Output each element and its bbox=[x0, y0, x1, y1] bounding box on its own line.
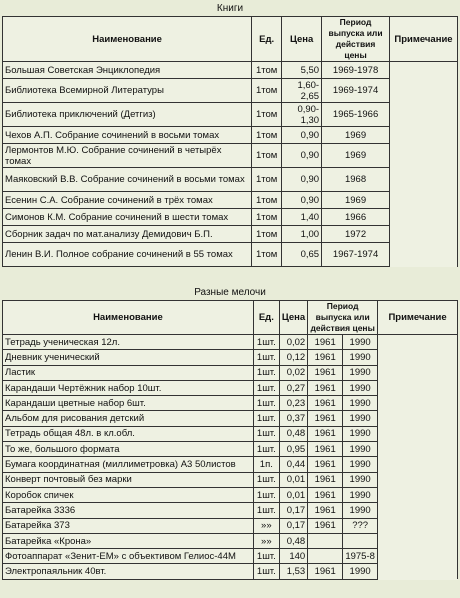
book-price-cell: 0,90-1,30 bbox=[282, 103, 322, 127]
misc-to-cell: 1990 bbox=[343, 365, 378, 380]
table-row bbox=[3, 209, 458, 226]
book-unit-cell: 1том bbox=[252, 226, 282, 243]
misc-unit-cell: 1шт. bbox=[253, 411, 279, 426]
misc-price-cell: 0,12 bbox=[279, 350, 307, 365]
misc-name-cell: Батарейка 373 bbox=[3, 518, 254, 533]
books-header-period: Период выпуска или действия цены bbox=[322, 17, 390, 62]
misc-unit-cell: 1шт. bbox=[253, 442, 279, 457]
misc-to-cell: 1990 bbox=[343, 380, 378, 395]
book-unit-cell: 1том bbox=[252, 79, 282, 103]
misc-price-cell: 0,17 bbox=[279, 518, 307, 533]
misc-name-cell: Альбом для рисования детский bbox=[3, 411, 254, 426]
book-name-cell: Есенин С.А. Собрание сочинений в трёх томах bbox=[3, 192, 252, 209]
book-name-cell: Ленин В.И. Полное собрание сочинений в 55 томах bbox=[3, 243, 252, 267]
book-price-cell: 0,90 bbox=[282, 192, 322, 209]
misc-price-cell: 0,01 bbox=[279, 487, 307, 502]
book-price-cell: 1,60-2,65 bbox=[282, 79, 322, 103]
book-price-cell: 1,40 bbox=[282, 209, 322, 226]
misc-from-cell: 1961 bbox=[308, 426, 343, 441]
misc-from-cell bbox=[308, 533, 343, 548]
book-name-cell: Чехов А.П. Собрание сочинений в восьми томах bbox=[3, 127, 252, 144]
book-price-cell: 5,50 bbox=[282, 62, 322, 79]
misc-price-cell: 140 bbox=[279, 549, 307, 564]
misc-name-cell: Тетрадь общая 48л. в кл.обл. bbox=[3, 426, 254, 441]
misc-name-cell: Дневник ученический bbox=[3, 350, 254, 365]
misc-from-cell: 1961 bbox=[308, 472, 343, 487]
misc-unit-cell: 1шт. bbox=[253, 426, 279, 441]
misc-note-cell bbox=[378, 503, 458, 518]
table-row bbox=[3, 168, 458, 192]
misc-header-price: Цена bbox=[279, 301, 307, 335]
table-row bbox=[3, 487, 458, 502]
table-row bbox=[3, 396, 458, 411]
table-row bbox=[3, 103, 458, 127]
table-row bbox=[3, 62, 458, 79]
misc-to-cell: 1990 bbox=[343, 564, 378, 579]
book-name-cell: Библиотека приключений (Детгиз) bbox=[3, 103, 252, 127]
misc-unit-cell: 1шт. bbox=[253, 487, 279, 502]
book-note-cell bbox=[389, 103, 457, 127]
book-price-cell: 1,00 bbox=[282, 226, 322, 243]
misc-from-cell: 1961 bbox=[308, 350, 343, 365]
book-period-cell: 1969 bbox=[322, 144, 390, 168]
misc-unit-cell: 1шт. bbox=[253, 549, 279, 564]
book-period-cell: 1967-1974 bbox=[322, 243, 390, 267]
table-row bbox=[3, 564, 458, 579]
misc-name-cell: То же, большого формата bbox=[3, 442, 254, 457]
misc-to-cell: 1990 bbox=[343, 487, 378, 502]
misc-price-cell: 0,02 bbox=[279, 365, 307, 380]
misc-from-cell: 1961 bbox=[308, 365, 343, 380]
misc-name-cell: Конверт почтовый без марки bbox=[3, 472, 254, 487]
book-unit-cell: 1том bbox=[252, 127, 282, 144]
misc-to-cell: 1990 bbox=[343, 503, 378, 518]
book-name-cell: Лермонтов М.Ю. Собрание сочинений в четырёх томах bbox=[3, 144, 252, 168]
misc-to-cell: 1990 bbox=[343, 442, 378, 457]
misc-name-cell: Электропаяльник 40вт. bbox=[3, 564, 254, 579]
misc-from-cell: 1961 bbox=[308, 518, 343, 533]
misc-to-cell: ??? bbox=[343, 518, 378, 533]
book-unit-cell: 1том bbox=[252, 192, 282, 209]
book-period-cell: 1969 bbox=[322, 192, 390, 209]
misc-to-cell: 1990 bbox=[343, 396, 378, 411]
books-header-price: Цена bbox=[282, 17, 322, 62]
misc-from-cell: 1961 bbox=[308, 411, 343, 426]
book-price-cell: 0,90 bbox=[282, 144, 322, 168]
misc-body bbox=[3, 335, 458, 580]
misc-name-cell: Карандаши цветные набор 6шт. bbox=[3, 396, 254, 411]
books-header-note: Примечание bbox=[389, 17, 457, 62]
books-caption: Книги bbox=[216, 3, 244, 14]
misc-price-cell: 1,53 bbox=[279, 564, 307, 579]
misc-note-cell bbox=[378, 549, 458, 564]
misc-unit-cell: 1п. bbox=[253, 457, 279, 472]
misc-unit-cell: 1шт. bbox=[253, 472, 279, 487]
misc-header-name: Наименование bbox=[3, 301, 254, 335]
misc-price-cell: 0,48 bbox=[279, 426, 307, 441]
book-unit-cell: 1том bbox=[252, 103, 282, 127]
misc-note-cell bbox=[378, 442, 458, 457]
misc-name-cell: Ластик bbox=[3, 365, 254, 380]
misc-price-cell: 0,23 bbox=[279, 396, 307, 411]
misc-unit-cell: 1шт. bbox=[253, 503, 279, 518]
table-row bbox=[3, 243, 458, 267]
book-period-cell: 1972 bbox=[322, 226, 390, 243]
book-unit-cell: 1том bbox=[252, 62, 282, 79]
book-name-cell: Сборник задач по мат.анализу Демидович Б.П. bbox=[3, 226, 252, 243]
misc-unit-cell: 1шт. bbox=[253, 564, 279, 579]
book-name-cell: Симонов К.М. Собрание сочинений в шести томах bbox=[3, 209, 252, 226]
misc-from-cell: 1961 bbox=[308, 487, 343, 502]
misc-from-cell: 1961 bbox=[308, 503, 343, 518]
table-row bbox=[3, 442, 458, 457]
misc-to-cell: 1990 bbox=[343, 350, 378, 365]
misc-unit-cell: 1шт. bbox=[253, 396, 279, 411]
misc-name-cell: Коробок спичек bbox=[3, 487, 254, 502]
book-note-cell bbox=[389, 168, 457, 192]
misc-unit-cell: 1шт. bbox=[253, 350, 279, 365]
misc-unit-cell: 1шт. bbox=[253, 380, 279, 395]
table-row bbox=[3, 472, 458, 487]
misc-note-cell bbox=[378, 426, 458, 441]
misc-note-cell bbox=[378, 396, 458, 411]
misc-note-cell bbox=[378, 518, 458, 533]
book-name-cell: Большая Советская Энциклопедия bbox=[3, 62, 252, 79]
book-period-cell: 1966 bbox=[322, 209, 390, 226]
misc-unit-cell: »» bbox=[253, 518, 279, 533]
misc-to-cell: 1990 bbox=[343, 335, 378, 350]
table-row bbox=[3, 457, 458, 472]
misc-name-cell: Батарейка «Крона» bbox=[3, 533, 254, 548]
table-row bbox=[3, 503, 458, 518]
misc-note-cell bbox=[378, 335, 458, 350]
book-name-cell: Маяковский В.В. Собрание сочинений в восьми томах bbox=[3, 168, 252, 192]
misc-note-cell bbox=[378, 380, 458, 395]
misc-note-cell bbox=[378, 533, 458, 548]
misc-price-cell: 0,37 bbox=[279, 411, 307, 426]
misc-to-cell: 1990 bbox=[343, 457, 378, 472]
misc-note-cell bbox=[378, 564, 458, 579]
misc-price-cell: 0,17 bbox=[279, 503, 307, 518]
misc-caption: Разные мелочи bbox=[194, 287, 266, 298]
misc-to-cell: 1990 bbox=[343, 411, 378, 426]
book-unit-cell: 1том bbox=[252, 144, 282, 168]
misc-price-cell: 0,95 bbox=[279, 442, 307, 457]
book-note-cell bbox=[389, 62, 457, 79]
table-row bbox=[3, 426, 458, 441]
book-price-cell: 0,90 bbox=[282, 127, 322, 144]
misc-to-cell: 1990 bbox=[343, 426, 378, 441]
table-row bbox=[3, 226, 458, 243]
misc-table bbox=[2, 300, 458, 580]
misc-unit-cell: »» bbox=[253, 533, 279, 548]
misc-price-cell: 0,48 bbox=[279, 533, 307, 548]
book-price-cell: 0,90 bbox=[282, 168, 322, 192]
book-note-cell bbox=[389, 243, 457, 267]
table-row bbox=[3, 549, 458, 564]
book-name-cell: Библиотека Всемирной Литературы bbox=[3, 79, 252, 103]
misc-to-cell: 1975-8 bbox=[343, 549, 378, 564]
misc-from-cell: 1961 bbox=[308, 442, 343, 457]
books-header-name: Наименование bbox=[3, 17, 252, 62]
table-row bbox=[3, 335, 458, 350]
book-unit-cell: 1том bbox=[252, 243, 282, 267]
book-price-cell: 0,65 bbox=[282, 243, 322, 267]
misc-note-cell bbox=[378, 350, 458, 365]
misc-price-cell: 0,02 bbox=[279, 335, 307, 350]
misc-unit-cell: 1шт. bbox=[253, 365, 279, 380]
book-period-cell: 1969 bbox=[322, 127, 390, 144]
table-row bbox=[3, 350, 458, 365]
misc-from-cell: 1961 bbox=[308, 396, 343, 411]
misc-header-note: Примечание bbox=[378, 301, 458, 335]
book-period-cell: 1969-1978 bbox=[322, 62, 390, 79]
table-row bbox=[3, 127, 458, 144]
misc-from-cell bbox=[308, 549, 343, 564]
table-row bbox=[3, 380, 458, 395]
misc-name-cell: Карандаши Чертёжник набор 10шт. bbox=[3, 380, 254, 395]
table-row bbox=[3, 533, 458, 548]
misc-from-cell: 1961 bbox=[308, 564, 343, 579]
table-row bbox=[3, 365, 458, 380]
misc-to-cell bbox=[343, 533, 378, 548]
book-note-cell bbox=[389, 209, 457, 226]
misc-note-cell bbox=[378, 365, 458, 380]
book-note-cell bbox=[389, 127, 457, 144]
misc-from-cell: 1961 bbox=[308, 457, 343, 472]
misc-unit-cell: 1шт. bbox=[253, 335, 279, 350]
misc-price-cell: 0,01 bbox=[279, 472, 307, 487]
misc-to-cell: 1990 bbox=[343, 472, 378, 487]
misc-name-cell: Батарейка 3336 bbox=[3, 503, 254, 518]
misc-note-cell bbox=[378, 411, 458, 426]
books-body bbox=[3, 62, 458, 267]
misc-from-cell: 1961 bbox=[308, 380, 343, 395]
misc-from-cell: 1961 bbox=[308, 335, 343, 350]
book-period-cell: 1969-1974 bbox=[322, 79, 390, 103]
misc-note-cell bbox=[378, 487, 458, 502]
book-period-cell: 1965-1966 bbox=[322, 103, 390, 127]
misc-note-cell bbox=[378, 457, 458, 472]
book-note-cell bbox=[389, 79, 457, 103]
table-row bbox=[3, 411, 458, 426]
books-table bbox=[2, 16, 458, 267]
book-note-cell bbox=[389, 192, 457, 209]
book-unit-cell: 1том bbox=[252, 209, 282, 226]
misc-header-unit: Ед. bbox=[253, 301, 279, 335]
misc-price-cell: 0,27 bbox=[279, 380, 307, 395]
misc-name-cell: Фотоаппарат «Зенит-ЕМ» с объективом Гелиос-44М bbox=[3, 549, 254, 564]
book-unit-cell: 1том bbox=[252, 168, 282, 192]
table-row bbox=[3, 79, 458, 103]
books-header-unit: Ед. bbox=[252, 17, 282, 62]
table-row bbox=[3, 192, 458, 209]
book-period-cell: 1968 bbox=[322, 168, 390, 192]
table-row bbox=[3, 144, 458, 168]
book-note-cell bbox=[389, 144, 457, 168]
misc-note-cell bbox=[378, 472, 458, 487]
misc-header-period: Период выпуска или действия цены bbox=[308, 301, 378, 335]
table-row bbox=[3, 518, 458, 533]
misc-price-cell: 0,44 bbox=[279, 457, 307, 472]
misc-name-cell: Бумага координатная (миллиметровка) А3 50листов bbox=[3, 457, 254, 472]
misc-name-cell: Тетрадь ученическая 12л. bbox=[3, 335, 254, 350]
book-note-cell bbox=[389, 226, 457, 243]
